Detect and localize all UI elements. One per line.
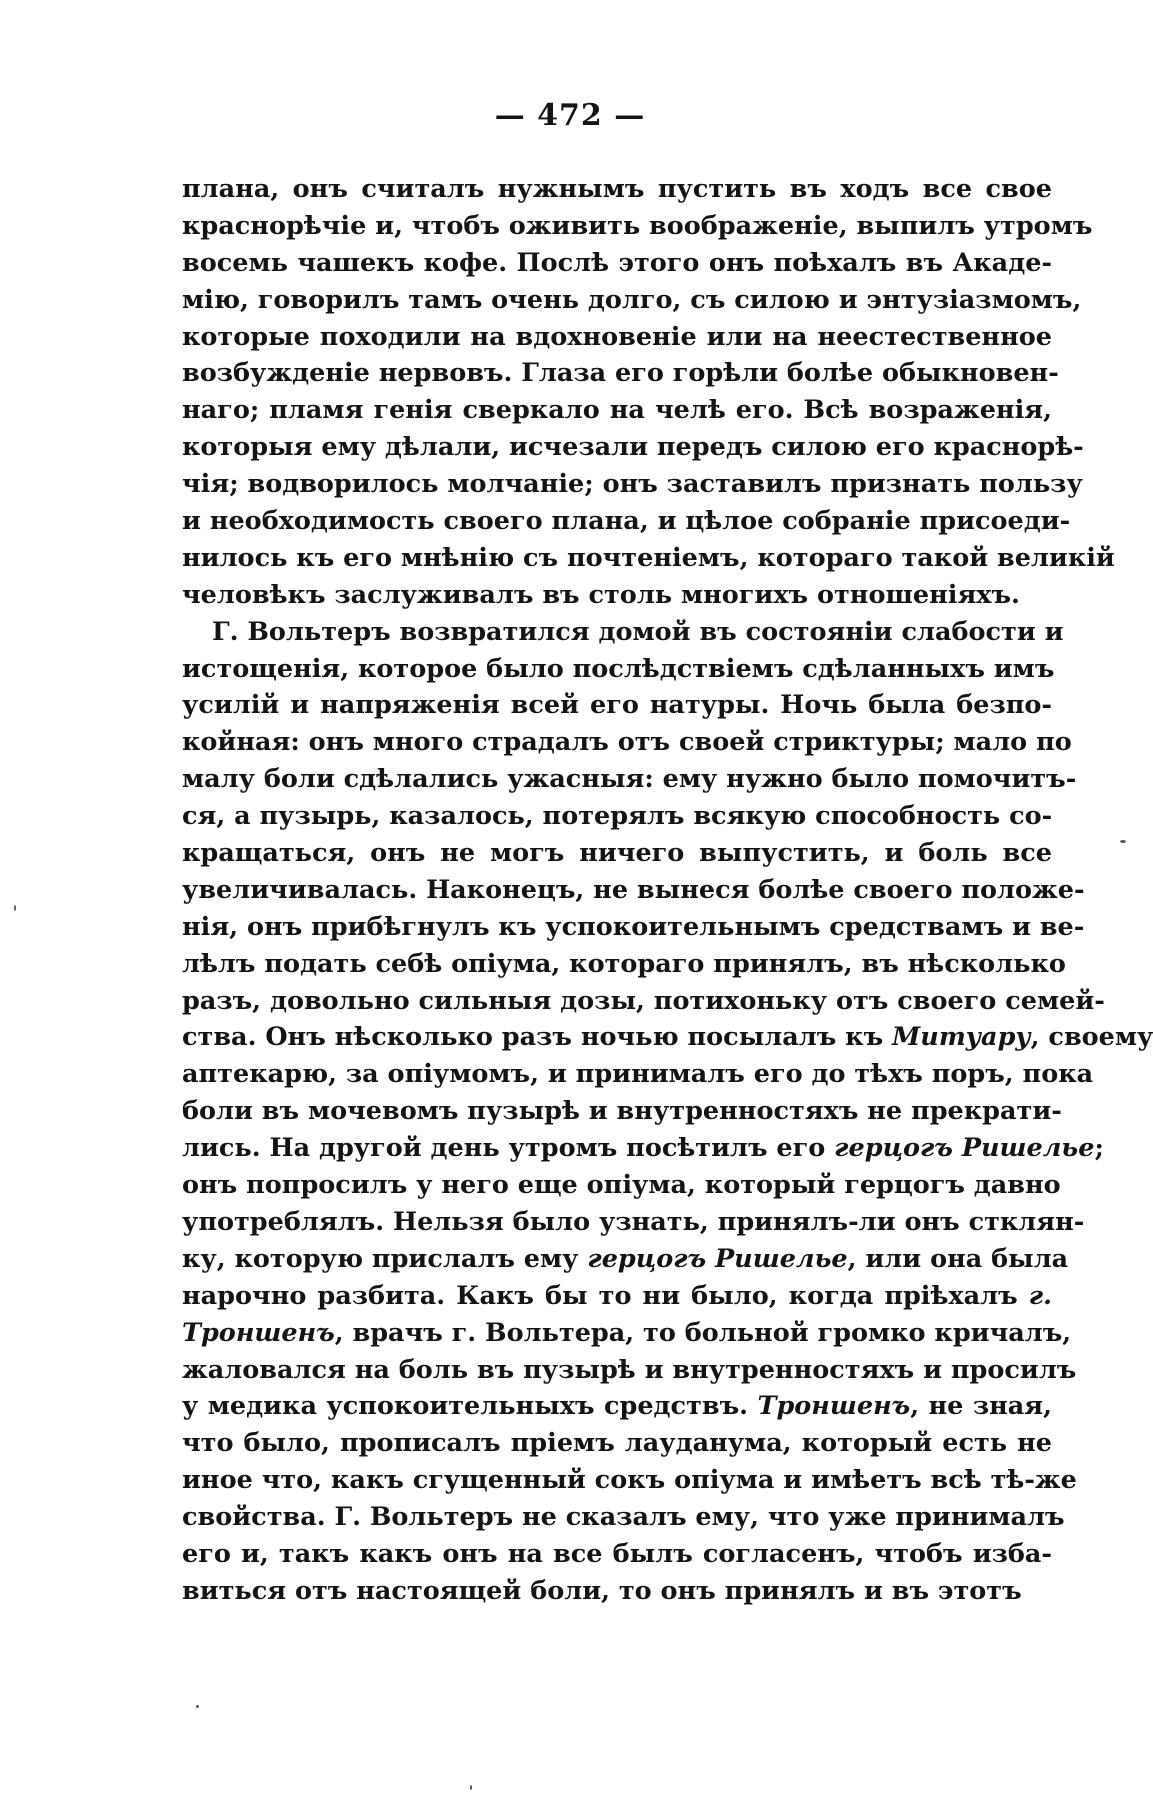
line-text: истощенія, которое было послѣдствіемъ сдѣланныхъ имъ: [182, 653, 1055, 684]
scan-speck: [14, 905, 16, 911]
line-text: свойства. Г. Вольтеръ не сказалъ ему, что уже принималъ: [182, 1502, 1065, 1533]
text-line: [182, 687, 1052, 724]
line-text: аптекарю, за опіумомъ, и принималъ его до тѣхъ поръ, пока: [182, 1059, 1094, 1090]
text-line: [182, 1056, 1094, 1093]
text-line: [182, 245, 1052, 282]
line-text: онъ попросилъ у него еще опіума, который герцогъ давно: [182, 1170, 1061, 1201]
line-text: кращаться, онъ не могъ ничего выпустить, и боль все: [182, 838, 1052, 869]
text-line: [182, 872, 1085, 909]
line-text: ку, которую прислалъ ему: [182, 1243, 588, 1274]
line-text: Г. Вольтеръ возвратился домой въ состояніи слабости и: [212, 616, 1064, 647]
text-line: [182, 1315, 1072, 1352]
text-line: [182, 429, 1084, 466]
italic-name: герцогъ Ришелье: [587, 1243, 848, 1274]
text-line: [182, 282, 1082, 319]
text-line: [182, 835, 1052, 872]
text-line: [182, 1388, 1052, 1425]
italic-name: Троншенъ: [757, 1391, 911, 1422]
scan-speck: [470, 1785, 472, 1790]
line-text: малу боли сдѣлались ужасныя: ему нужно было помочитъ-: [182, 764, 1077, 795]
line-text: его и, такъ какъ онъ на все былъ согласенъ, чтобъ изба-: [182, 1538, 1052, 1569]
line-text: койная: онъ много страдалъ отъ своей стриктуры; мало по: [182, 727, 1072, 758]
italic-name: герцогъ Ришелье: [834, 1133, 1095, 1164]
line-text: лѣлъ подать себѣ опіума, котораго принялъ, въ нѣсколько: [182, 948, 1066, 979]
line-text: наго; пламя генія сверкало на челѣ его. Всѣ возраженія,: [182, 395, 1052, 426]
text-line: [182, 1167, 1061, 1204]
line-text: ся, а пузырь, казалось, потерялъ всякую способность со-: [182, 801, 1053, 832]
line-text: , врачъ г. Вольтера, то больной громко кричалъ,: [334, 1317, 1072, 1348]
page-number: — 472 —: [494, 98, 646, 133]
line-text: у медика успокоительныхъ средствъ.: [182, 1391, 758, 1422]
text-line: [182, 1019, 1153, 1056]
line-text: нарочно разбита. Какъ бы то ни было, когда пріѣхалъ: [182, 1280, 1029, 1311]
line-text: восемь чашекъ кофе. Послѣ этого онъ поѣхалъ въ Акаде-: [182, 247, 1052, 278]
paragraph: [182, 614, 1153, 1610]
line-text: которые походили на вдохновеніе или на неестественное: [182, 321, 1052, 352]
text-line: [182, 1093, 1062, 1130]
italic-name: Троншенъ: [182, 1317, 335, 1348]
line-text: лись. На другой день утромъ посѣтилъ его: [182, 1133, 835, 1164]
text-line: [182, 503, 1071, 540]
italic-name: Митуару: [892, 1022, 1031, 1053]
text-line: [182, 208, 1093, 245]
body-text: [182, 171, 1153, 1610]
scan-speck: [196, 1705, 199, 1708]
text-line: [182, 1499, 1065, 1536]
line-text: боли въ мочевомъ пузырѣ и внутренностяхъ не прекрати-: [182, 1096, 1062, 1127]
line-text: нія, онъ прибѣгнулъ къ успокоительнымъ средствамъ и ве-: [182, 911, 1085, 942]
line-text: иное что, какъ сгущенный сокъ опіума и имѣетъ всѣ тѣ-же: [182, 1465, 1077, 1496]
line-text: усилій и напряженія всей его натуры. Ночь была безпо-: [182, 690, 1052, 721]
text-line: [182, 1573, 1052, 1610]
line-text: виться отъ настоящей боли, то онъ принялъ и въ этотъ: [182, 1575, 1022, 1606]
line-text: плана, онъ считалъ нужнымъ пустить въ ходъ все свое: [182, 174, 1052, 204]
text-line: [182, 1204, 1085, 1241]
line-text: разъ, довольно сильныя дозы, потихоньку отъ своего семей-: [182, 985, 1105, 1016]
text-line: [182, 614, 1064, 651]
line-text: увеличивалась. Наконецъ, не вынеся болѣе своего положе-: [182, 874, 1085, 905]
line-text: , или она была: [847, 1243, 1069, 1274]
text-line: [182, 909, 1085, 946]
paragraph: [182, 171, 1115, 614]
line-text: чія; водворилось молчаніе; онъ заставилъ признать пользу: [182, 469, 1083, 500]
line-text: жаловался на боль въ пузырѣ и внутренностяхъ и просилъ: [182, 1354, 1077, 1385]
text-line: [182, 1352, 1077, 1389]
text-line: [182, 392, 1052, 429]
text-line: [182, 651, 1055, 688]
text-line: [182, 171, 1052, 208]
text-line: [182, 1278, 1052, 1315]
text-line: [182, 798, 1052, 835]
line-text: краснорѣчіе и, чтобъ оживить воображеніе, выпилъ утромъ: [182, 210, 1093, 241]
text-line: [182, 577, 1052, 614]
line-text: нилось къ его мнѣнію съ почтеніемъ, котораго такой великій: [182, 542, 1115, 573]
line-text: мію, говорилъ тамъ очень долго, съ силою и энтузіазмомъ,: [182, 284, 1082, 315]
text-line: [182, 1462, 1077, 1499]
text-line: [182, 540, 1115, 577]
text-line: [182, 1425, 1052, 1462]
scan-speck: [1120, 840, 1126, 843]
text-line: [182, 466, 1083, 503]
line-text: которыя ему дѣлали, исчезали передъ силою его краснорѣ-: [182, 432, 1084, 463]
text-line: [182, 983, 1105, 1020]
line-text: человѣкъ заслуживалъ въ столь многихъ отношеніяхъ.: [182, 579, 1020, 610]
line-text: ства. Онъ нѣсколько разъ ночью посылалъ къ: [182, 1022, 893, 1053]
text-line: [182, 319, 1052, 356]
text-line: [182, 355, 1059, 392]
text-line: [182, 1241, 1069, 1278]
line-text: что было, прописалъ пріемъ лауданума, который есть не: [182, 1428, 1052, 1459]
line-text: ;: [1094, 1133, 1104, 1164]
line-text: возбужденіе нервовъ. Глаза его горѣли болѣе обыкновен-: [182, 358, 1059, 389]
text-line: [182, 761, 1077, 798]
text-line: [182, 1536, 1052, 1573]
italic-name: г.: [1028, 1280, 1052, 1311]
text-line: [182, 1130, 1104, 1167]
line-text: и необходимость своего плана, и цѣлое собраніе присоеди-: [182, 506, 1071, 537]
text-line: [182, 946, 1066, 983]
line-text: , своему: [1030, 1022, 1153, 1053]
text-line: [182, 724, 1072, 761]
line-text: , не зная,: [910, 1391, 1053, 1422]
line-text: употреблялъ. Нельзя было узнать, принялъ-ли онъ стклян-: [182, 1206, 1085, 1237]
